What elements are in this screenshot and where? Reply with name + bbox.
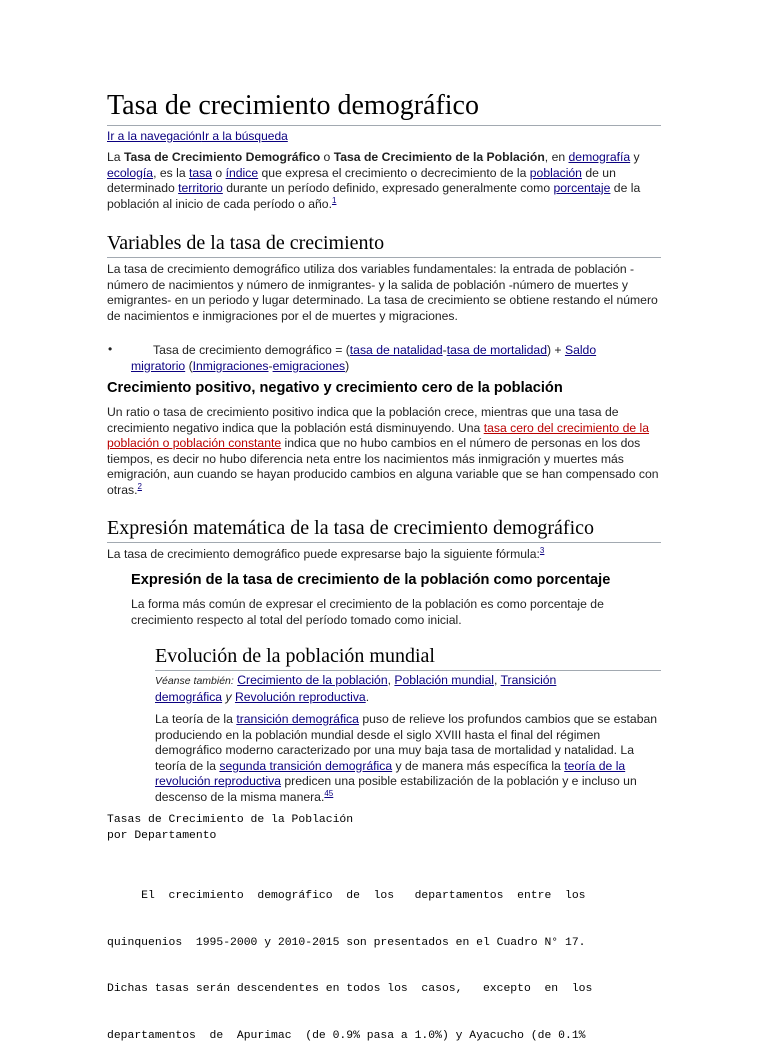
link-tasa-cero-redlink[interactable]: tasa cero del crecimiento de la población o población constante	[107, 420, 649, 451]
link-ecologia[interactable]: ecología	[107, 165, 154, 180]
link-territorio[interactable]: territorio	[178, 181, 223, 196]
link-porcentaje[interactable]: porcentaje	[553, 181, 611, 196]
link-crecimiento-poblacion[interactable]: Crecimiento de la población	[237, 673, 388, 687]
reference-link[interactable]: 1	[331, 195, 337, 205]
section-heading-evolucion: Evolución de la población mundial	[155, 643, 661, 671]
bullet-marker: •	[108, 342, 113, 356]
link-poblacion-mundial[interactable]: Población mundial	[394, 673, 494, 687]
term-bold: Tasa de Crecimiento de la Población	[333, 150, 545, 164]
skip-links	[107, 128, 288, 144]
link-tasa[interactable]: tasa	[188, 165, 213, 180]
link-inmigraciones[interactable]: Inmigraciones	[192, 358, 269, 373]
see-also-label: Véanse también:	[155, 675, 234, 687]
link-segunda-transicion[interactable]: segunda transición demográfica	[219, 758, 393, 773]
expresion-paragraph: La tasa de crecimiento demográfico puede expresarse bajo la siguiente fórmula:$^3$	[107, 545, 545, 561]
link-emigraciones[interactable]: emigraciones	[272, 358, 346, 373]
section-heading-porcentaje: Expresión de la tasa de crecimiento de la población como porcentaje	[131, 572, 611, 588]
link-tasa-natalidad[interactable]: tasa de natalidad	[349, 343, 443, 357]
link-indice[interactable]: índice	[225, 165, 259, 180]
porcentaje-paragraph: La forma más común de expresar el crecimiento de la población es como porcentaje de crecimiento respecto al total del período tomado como inicial.	[131, 597, 604, 627]
link-tasa-mortalidad[interactable]: tasa de mortalidad	[446, 343, 547, 357]
section-heading-expresion: Expresión matemática de la tasa de crecimiento demográfico	[107, 515, 661, 543]
section-heading-crecimiento: Crecimiento positivo, negativo y crecimiento cero de la población	[107, 380, 563, 396]
typed-paragraph	[107, 858, 592, 1060]
reference-link[interactable]: 45	[324, 788, 334, 798]
typed-line: quinquenios 1995-2000 y 2010-2015 son presentados en el Cuadro N° 17.	[107, 936, 586, 949]
formula-item: Tasa de crecimiento demográfico = (tasa de natalidad-tasa de mortalidad) + Saldo migratorio (Inmigraciones-emigraciones)	[131, 343, 597, 373]
link-poblacion[interactable]: población	[529, 165, 582, 180]
typed-title-line-2: por Departamento	[107, 830, 217, 842]
link-teoria-revolucion-reproductiva[interactable]: teoría de la revolución reproductiva	[155, 758, 626, 789]
link-saldo-migratorio[interactable]: Saldo migratorio	[131, 343, 597, 373]
link-transicion-demografica-2[interactable]: transición demográfica	[236, 712, 359, 726]
term-bold: Tasa de Crecimiento Demográfico	[123, 150, 321, 164]
link-transicion-demografica[interactable]: Transición demográfica	[155, 673, 557, 704]
typed-line: Dichas tasas serán descendentes en todos los casos, excepto en los	[107, 983, 593, 995]
section-heading-variables: Variables de la tasa de crecimiento	[107, 230, 661, 258]
typed-line: departamentos de Apurimac (de 0.9% pasa a 1.0%) y Ayacucho (de 0.1%	[107, 1029, 586, 1042]
typed-title-line-1: Tasas de Crecimiento de la Población	[107, 814, 354, 826]
variables-paragraph: La tasa de crecimiento demográfico utiliza dos variables fundamentales: la entrada de población -número de nacimientos y número de inmigrantes- y la salida de población -número de muertes y emigrantes- en un periodo y lugar determinado. La tasa de crecimiento se obtiene restando el número de nacimientos e inmigraciones por el de muertes y migraciones.	[107, 262, 658, 323]
link-revolucion-reproductiva[interactable]: Revolución reproductiva	[234, 689, 366, 704]
reference-link[interactable]: 3	[539, 545, 545, 555]
see-also-line: Véanse también: Crecimiento de la población, Población mundial, Transición demográfica y Revolución reproductiva.	[155, 673, 557, 704]
crecimiento-paragraph: Un ratio o tasa de crecimiento positivo indica que la población crece, mientras que una tasa de crecimiento negativo indica que la población está disminuyendo. Una tasa cero del crecimiento de la población o población constante indica que no hubo cambios en el número de personas en los dos tiempos, es decir no hubo diferencia neta entre los nacimientos más inmigración y muertes más emigración, aun cuando se hayan producido cambios en alguna variable que se han compensado con otras.$^2$	[107, 405, 659, 497]
page-title: Tasa de crecimiento demográfico	[107, 88, 661, 126]
skip-to-search-link[interactable]: Ir a la búsqueda	[201, 129, 288, 143]
intro-paragraph: La Tasa de Crecimiento Demográfico o Tasa de Crecimiento de la Población, en demografía y ecología, es la tasa o índice que expresa el crecimiento o decrecimiento de la población de un determinado territorio durante un período definido, expresado generalmente como porcentaje de la población al inicio de cada período o año.$^1$	[107, 150, 641, 211]
evolucion-paragraph: La teoría de la transición demográfica puso de relieve los profundos cambios que se estaban produciendo en la población mundial desde el siglo XVIII hasta el final del régimen demográfico moderno caracterizado por una muy baja tasa de mortalidad y natalidad. La teoría de la segunda transición demográfica y de manera más específica la teoría de la revolución reproductiva predicen una posible estabilización de la población y e incluso un descenso de la misma manera.$^{45}$	[155, 712, 658, 804]
reference-link[interactable]: 2	[137, 481, 142, 491]
link-demografia[interactable]: demografía	[568, 150, 631, 164]
typed-line: El crecimiento demográfico de los departamentos entre los	[107, 890, 586, 902]
skip-to-navigation-link[interactable]: Ir a la navegación	[107, 129, 202, 143]
